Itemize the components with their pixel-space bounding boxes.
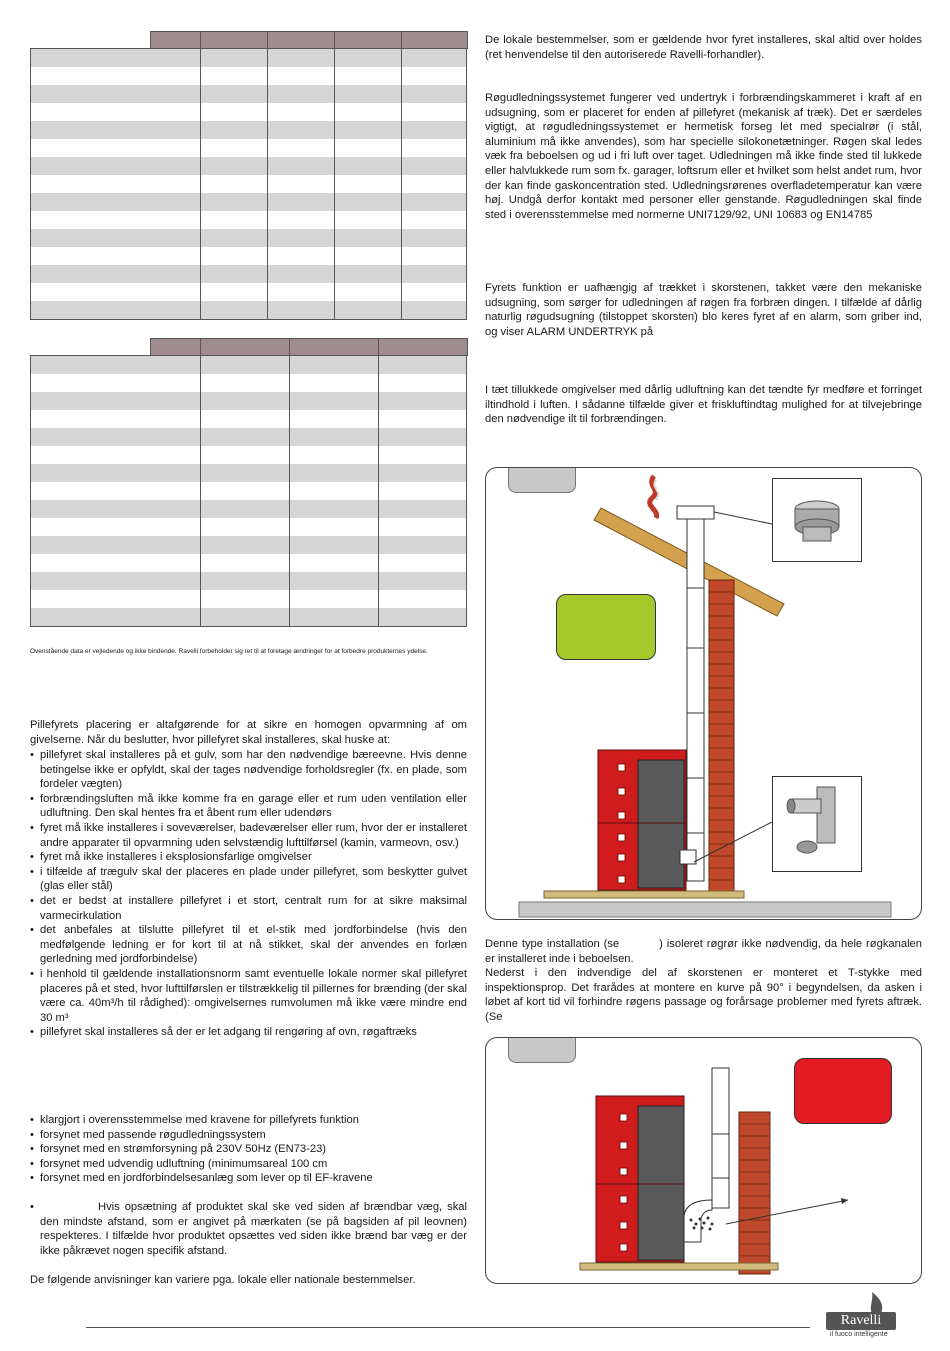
distance-note: • Hvis opsætning af produktet skal ske ved siden af brændbar væg, skal den mindste afstand, som er angivet på mærkaten (se på bagsiden af pil leovnen) respekteres. I tilfælde hvor produktet opsættes ved siden ikke brænd bar væg er der ikke påkrævet nogen specifik afstand.: [30, 1201, 467, 1257]
final-note: De følgende anvisninger kan variere pga. lokale eller nationale bestemmelser.: [30, 1274, 416, 1286]
list-item: • det anbefales at tilslutte pillefyret til et el-stik med jordforbindelse (hvis den medfølgende ledning er for kort til at nå stikket, skal der anvendes en forlæn gerledning med jordforbindelse): [30, 923, 467, 967]
list-item: • fyret må ikke installeres i eksplosionsfarlige omgivelser: [30, 850, 467, 865]
status-ok-box: [556, 594, 656, 660]
para-local-rules: De lokale bestemmelser, som er gældende hvor fyret installeres, skal altid over holdes (ret henvendelse til den autoriserede Ravelli-forhandler).: [485, 34, 922, 61]
list-item: • i tilfælde af trægulv skal der placeres en plade under pillefyret, som beskytter gulvet (glas eller stål): [30, 865, 467, 894]
brand-name: Ravelli: [826, 1312, 896, 1330]
list-item: • forsynet med passende røgudledningssystem: [30, 1128, 467, 1143]
list-item: • i henhold til gældende installationsnorm samt eventuelle lokale normer skal pillefyret placeres på et sted, hvor lufttilførslen er tilstrækkelig til pillernes for brænding (der skal være ca. 40m³/h til rådighed): omgivelsernes rumvolumen må ikke være mindre end 30 m³: [30, 967, 467, 1025]
brand-tagline: il fuoco intelligente: [830, 1331, 888, 1338]
list-item: • forsynet med en strømforsyning på 230V 50Hz (EN73-23): [30, 1142, 467, 1157]
chimney-cap-photo: [772, 478, 862, 562]
para-draught: Fyrets funktion er uafhængig af trækket i skorstenen, takket være den mekaniske udsugning, som sørger for udledningen af røgen fra forbræn dingen. I tilfælde af dårlig naturlig røgudsugning (tilstoppet skorsten) blo keres fyret af en alarm, som griber ind, og viser ALARM UNDERTRYK på: [485, 282, 922, 338]
footer-rule: [86, 1327, 810, 1328]
list-item: • fyret må ikke installeres i soveværelser, badeværelser eller rum, hvor der er installeret andre apparater til opvarmning uden selvstændig lufttilførsel (kamin, varmeovn, osv.): [30, 821, 467, 850]
spec-table-2: [30, 355, 467, 627]
para-t-piece: Nederst i den indvendige del af skorstenen er monteret et T-stykke med inspektionsprop. Det frarådes at montere en kurve på 90° i begyndelsen, da asken i løbet af kort tid vil forhindre røgens passage og forårsage problemer med fyrets aftræk. (Se: [485, 967, 922, 1023]
para-flue-system: Røgudledningssystemet fungerer ved undertryk i forbrændingskammeret i kraft af en udsugning, som er placeret for enden af pillefyret (mekanisk af træk). Det er særdeles vigtigt, at røgudledningssystemet er hermetisk forseg let med specialrør (i stål, aluminium må ikke anvendes), som har specielle silokonetætninger. Røgen skal ledes væk fra beboelsen og ud i fri luft over taget. Udledningen må ikke finde sted til lukkede eller halvlukkede rum som fx. garager, loftsrum eller et hvilket som helst andet rum, hvor der kan finde gaskoncentration sted. Udledningsrørenes overfladetemperatur kan være høj. Undgå derfor kontakt med personer eller genstande. Røgudledningen skal finde sted i overensstemmelse med normerne UNI7129/92, UNI 10683 og EN14785: [485, 92, 922, 221]
para-ventilation: I tæt tillukkede omgivelser med dårlig udluftning kan det tændte fyr medføre et forringet iltindhold i luften. I sådanne tilfælde giver et friskluftindtag mulighed for at tilvejebringe den nødvendige ilt til forbrændingen.: [485, 384, 922, 426]
placement-intro: Pillefyrets placering er altafgørende for at sikre en homogen opvarmning af om givelserne. Når du beslutter, hvor pillefyret skal installeres, skal huske at:: [30, 719, 467, 746]
spec-table-1: [30, 48, 467, 320]
list-item: • forbrændingsluften må ikke komme fra en garage eller et rum uden ventilation eller udluftning. Den skal hentes fra et åbent rum eller udendørs: [30, 792, 467, 821]
list-item: • pillefyret skal installeres på et gulv, som har den nødvendige bæreevne. Hvis denne betingelse ikke er opfyldt, skal der tages nødvendige forholdsregler (fx. en plade, som fordeler vægten): [30, 748, 467, 792]
status-bad-box: [794, 1058, 892, 1124]
installation-figure-1: [485, 467, 922, 920]
list-item: • forsynet med en jordforbindelsesanlæg som lever op til EF-kravene: [30, 1171, 467, 1186]
ravelli-logo: [826, 1290, 922, 1350]
t-piece-photo: [772, 776, 862, 872]
list-item: • pillefyret skal installeres så der er let adgang til rengøring af ovn, røgaftræks: [30, 1025, 467, 1040]
requirements-list: [30, 1113, 467, 1186]
list-item: • klargjort i overensstemmelse med kravene for pillefyrets funktion: [30, 1113, 467, 1128]
chimney-cap-icon: [773, 479, 861, 561]
list-item: • forsynet med udvendig udluftning (minimumsareal 100 cm: [30, 1157, 467, 1172]
para-installation-type: Denne type installation (se ) isoleret røgrør ikke nødvendig, da hele røgkanalen er installeret inde i beboelsen.: [485, 938, 923, 965]
list-item: • det er bedst at installere pillefyret i et stort, centralt rum for at sikre maksimal varmecirkulation: [30, 894, 467, 923]
t-piece-icon: [773, 777, 861, 871]
placement-list: [30, 748, 467, 1040]
installation-figure-2: [485, 1037, 922, 1284]
table-disclaimer: Ovenstående data er vejledende og ikke bindende. Ravelli forbeholder sig ret til at foretage ændringer for at forbedre produkternes ydelse.: [30, 648, 428, 655]
